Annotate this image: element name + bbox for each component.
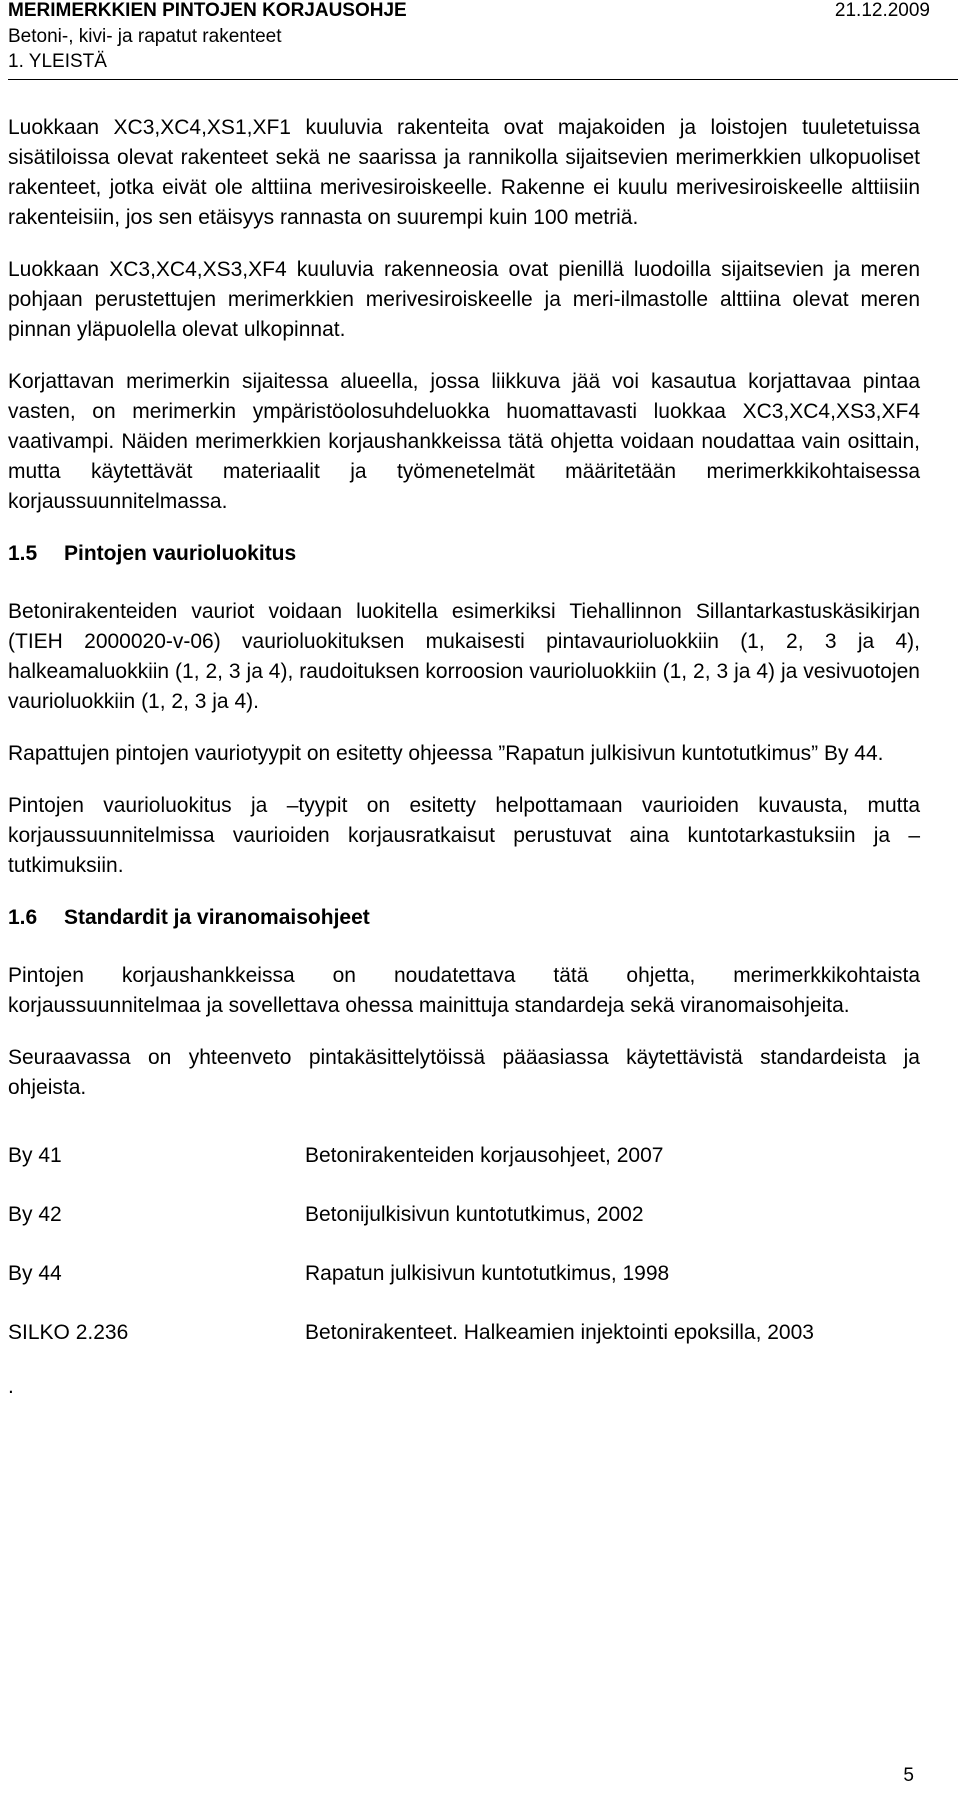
- paragraph: Betonirakenteiden vauriot voidaan luokitella esimerkiksi Tiehallinnon Sillantarkastuskäsikirjan (TIEH 2000020-v-06) vaurioluokituksen mukaisesti pintavaurioluokkiin (1, 2, 3 ja 4), halkeamaluokkiin (1, 2, 3 ja 4), raudoituksen korroosion vaurioluokkiin (1, 2, 3 ja 4) ja vesivuotojen vaurioluokkiin (1, 2, 3 ja 4).: [8, 600, 920, 713]
- paragraph: Rapattujen pintojen vauriotyypit on esitetty ohjeessa ”Rapatun julkisivun kuntotutkimus” By 44.: [8, 742, 884, 765]
- header-divider: [8, 79, 958, 80]
- reference-title: Rapatun julkisivun kuntotutkimus, 1998: [305, 1262, 670, 1285]
- document-subtitle: Betoni-, kivi- ja rapatut rakenteet: [8, 26, 282, 47]
- paragraph: Seuraavassa on yhteenveto pintakäsittelytöissä pääasiassa käytettävistä standardeista ja ohjeista.: [8, 1046, 920, 1099]
- reference-code: SILKO 2.236: [8, 1321, 129, 1344]
- paragraph: Luokkaan XC3,XC4,XS3,XF4 kuuluvia rakenneosia ovat pienillä luodoilla sijaitsevien ja meren pohjaan perustettujen merimerkkien merivesiroiskeelle ja meri-ilmastolle alttiina olevat meren pinnan yläpuolella olevat ulkopinnat.: [8, 258, 920, 341]
- section-heading-1-6: [8, 903, 920, 933]
- reference-row: [8, 1259, 920, 1289]
- section-name: 1. YLEISTÄ: [8, 51, 107, 72]
- reference-code: By 41: [8, 1144, 62, 1167]
- reference-title: Betonirakenteiden korjausohjeet, 2007: [305, 1144, 664, 1167]
- heading-text: Standardit ja viranomaisohjeet: [64, 906, 370, 929]
- paragraph: Pintojen vaurioluokitus ja –tyypit on esitetty helpottamaan vaurioiden kuvausta, mutta korjaussuunnitelmissa vaurioiden korjausratkaisut perustuvat aina kuntotarkastuksiin ja –tutkimuksiin.: [8, 794, 920, 877]
- page-header: [8, 0, 960, 80]
- heading-text: Pintojen vaurioluokitus: [64, 542, 297, 565]
- paragraph: Luokkaan XC3,XC4,XS1,XF1 kuuluvia rakenteita ovat majakoiden ja loistojen tuuletetuissa sisätiloissa olevat rakenteet sekä ne saarissa ja rannikolla sijaitsevien merimerkkien ulkopuoliset rakenteet, jotka eivät ole alttiina merivesiroiskeelle. Rakenne ei kuulu merivesiroiskeelle alttiisiin rakenteisiin, jos sen etäisyys rannasta on suurempi kuin 100 metriä.: [8, 116, 920, 229]
- reference-code: By 44: [8, 1262, 62, 1285]
- reference-row: [8, 1318, 920, 1348]
- reference-row: [8, 1200, 920, 1230]
- section-heading-1-5: [8, 539, 920, 569]
- reference-list: [8, 1141, 920, 1348]
- document-date: 21.12.2009: [834, 0, 930, 21]
- trailing-dot: .: [8, 1375, 14, 1398]
- document-title: MERIMERKKIEN PINTOJEN KORJAUSOHJE: [8, 0, 407, 21]
- paragraph: Korjattavan merimerkin sijaitessa alueella, jossa liikkuva jää voi kasautua korjattavaa pintaa vasten, on merimerkin ympäristöolosuhdeluokka huomattavasti luokkaa XC3,XC4,XS3,XF4 vaativampi. Näiden merimerkkien korjaushankkeissa tätä ohjetta voidaan noudattaa vain osittain, mutta käytettävät materiaalit ja työmenetelmät määritetään merimerkkikohtaisessa korjaussuunnitelmassa.: [8, 370, 920, 513]
- reference-code: By 42: [8, 1203, 62, 1226]
- reference-title: Betonirakenteet. Halkeamien injektointi epoksilla, 2003: [305, 1321, 814, 1344]
- page-number: 5: [903, 1765, 914, 1786]
- document-body: [8, 113, 920, 1397]
- heading-number: 1.6: [8, 906, 38, 929]
- heading-number: 1.5: [8, 542, 38, 565]
- paragraph: Pintojen korjaushankkeissa on noudatettava tätä ohjetta, merimerkkikohtaista korjaussuunnitelmaa ja sovellettava ohessa mainittuja standardeja sekä viranomaisohjeita.: [8, 964, 920, 1017]
- reference-row: [8, 1141, 920, 1171]
- reference-title: Betonijulkisivun kuntotutkimus, 2002: [305, 1203, 644, 1226]
